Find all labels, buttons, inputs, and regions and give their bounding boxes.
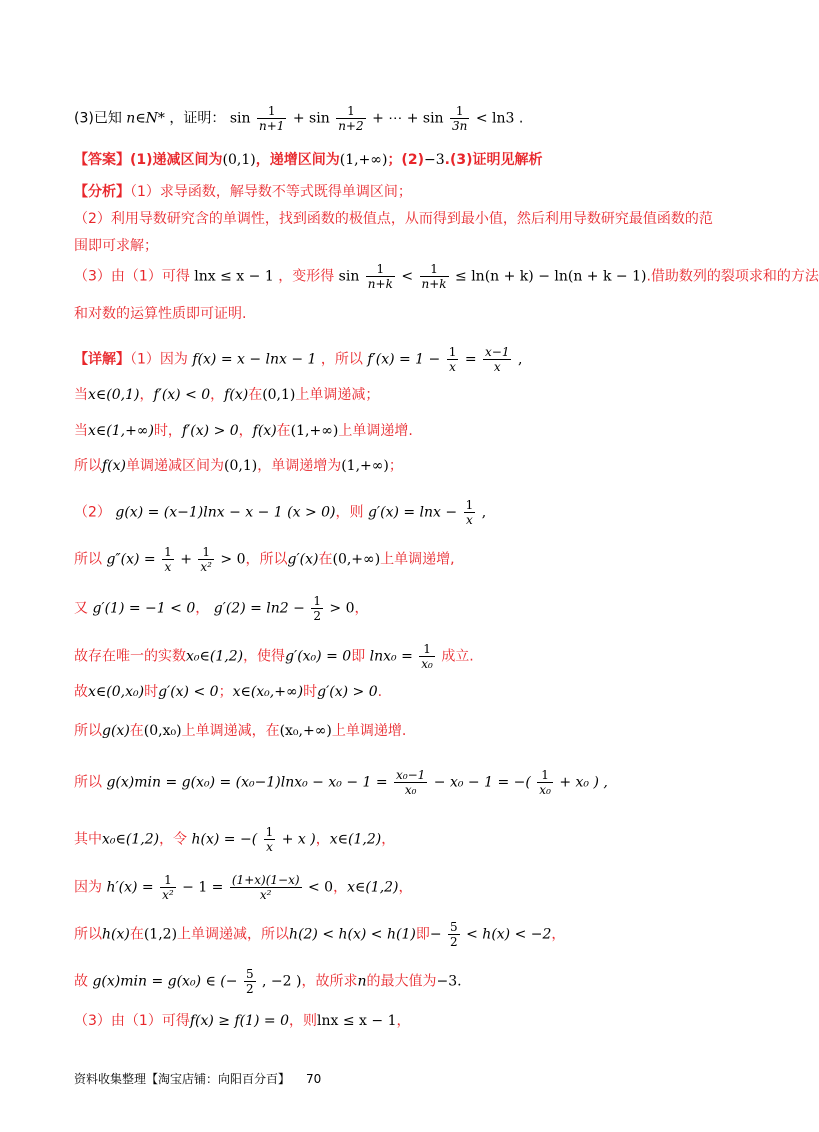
decreasing: 上单调递减； bbox=[295, 387, 380, 403]
analysis-line-1 bbox=[74, 183, 740, 201]
frac-1-x: $\frac{1}{x}$ bbox=[265, 825, 274, 854]
frac-1-nk-2: $\frac{1}{n+k}$ bbox=[421, 262, 447, 291]
detail-line-7 bbox=[74, 594, 740, 623]
fp-neg: f′(x) < 0 bbox=[153, 387, 211, 403]
let: ，令 bbox=[159, 831, 188, 848]
detail-line-15 bbox=[74, 967, 740, 996]
gmin-mid: − x₀ − 1 = −( bbox=[433, 774, 531, 791]
so: ，所以 bbox=[245, 551, 288, 568]
comma: , bbox=[481, 504, 487, 521]
analysis-3-tail: .借助数列的裂项求和的方法 bbox=[646, 268, 819, 285]
x-in-12: x∈(1,2) bbox=[329, 831, 382, 848]
hence: 故 bbox=[74, 973, 88, 990]
interval-1inf: (1,+∞) bbox=[290, 423, 339, 439]
ie: 即 bbox=[415, 926, 430, 943]
h-def-end: + x ) bbox=[281, 831, 316, 848]
sin-nk: sin bbox=[338, 268, 360, 285]
in: 在 bbox=[276, 423, 291, 439]
comma: ， bbox=[210, 387, 225, 403]
then: ，则 bbox=[335, 504, 364, 521]
comma: ， bbox=[238, 423, 253, 439]
gp-pos: g′(x) > 0 bbox=[317, 684, 378, 700]
analysis-tag: 【分析】 bbox=[74, 184, 130, 200]
also: 又 bbox=[74, 600, 88, 617]
comma: ， bbox=[333, 879, 348, 896]
frac-xm1-x: $\frac{x-1}{x}$ bbox=[485, 345, 510, 374]
f-ineq: f(x) ≥ f(1) = 0 bbox=[189, 1013, 290, 1029]
x0-in-12: x₀∈(1,2) bbox=[186, 648, 244, 665]
exists-unique: 故存在唯一的实数 bbox=[74, 648, 186, 665]
frac-1-x: $\frac{1}{x}$ bbox=[164, 545, 172, 574]
x-in-x0inf: x∈(x₀,+∞) bbox=[232, 684, 304, 700]
problem-prefix: (3)已知 bbox=[74, 110, 122, 127]
x-in-1inf: x∈(1,+∞) bbox=[88, 423, 154, 439]
ln3: ln3 bbox=[492, 110, 515, 127]
analysis-1: （1）求导函数，解导数不等式既得单调区间； bbox=[130, 184, 412, 200]
detail-line-13 bbox=[74, 873, 740, 902]
frac-1-x: $\frac{1}{x}$ bbox=[448, 345, 457, 374]
max-value: −3. bbox=[436, 973, 462, 990]
gp: g′(x) bbox=[287, 551, 319, 568]
prove-text: ，证明： bbox=[169, 110, 226, 127]
holds: 成立. bbox=[441, 648, 474, 665]
analysis-3-rhs: ≤ ln(n + k) − ln(n + k − 1) bbox=[455, 268, 647, 285]
dec-interval-label: 单调递减区间为 bbox=[126, 458, 225, 474]
frac-1-x0: $\frac{1}{\text{x₀}}$ bbox=[421, 642, 433, 671]
analysis-2b: 围即可求解； bbox=[74, 238, 158, 254]
plus: + bbox=[292, 110, 305, 127]
page-footer bbox=[74, 1071, 321, 1087]
part-2-label: （2） bbox=[74, 504, 111, 521]
lt-2: < bbox=[401, 268, 414, 285]
inc-interval-label: ，单调递增为 bbox=[257, 458, 342, 474]
interval-1inf: (1,+∞) bbox=[341, 458, 389, 474]
period: . bbox=[518, 110, 524, 127]
then: ，则 bbox=[289, 1013, 318, 1029]
hence: 故 bbox=[74, 684, 88, 700]
detail-line-8 bbox=[74, 642, 740, 671]
hp-lhs: h′(x) = bbox=[106, 879, 154, 896]
gp1: g′(1) = −1 < 0 bbox=[92, 600, 196, 617]
gt-0: > 0 bbox=[329, 600, 355, 617]
when: 当 bbox=[74, 423, 88, 439]
detail-line-4 bbox=[74, 457, 740, 475]
fp-lhs: f′(x) = 1 − bbox=[367, 351, 441, 368]
interval-x0inf: (x₀,+∞) bbox=[279, 723, 332, 739]
detail-line-5 bbox=[74, 498, 740, 527]
in: 在 bbox=[129, 926, 144, 943]
x-in-0x0: x∈(0,x₀) bbox=[88, 684, 145, 700]
so: 所以 bbox=[74, 551, 102, 568]
f-def: f(x) = x − lnx − 1 bbox=[192, 351, 317, 368]
analysis-line-2 bbox=[74, 210, 740, 228]
comma: ， bbox=[551, 926, 566, 943]
in: 在 bbox=[318, 551, 333, 568]
comma: ， bbox=[354, 600, 369, 617]
sin-2: sin bbox=[309, 110, 330, 127]
frac-hnum-x2: $\frac{(1+x)(1-x)}{\text{x²}}$ bbox=[231, 873, 300, 902]
analysis-line-4 bbox=[74, 262, 819, 291]
lt: < bbox=[475, 110, 488, 127]
range-end: , −2 ) bbox=[262, 973, 302, 990]
gmin-range: g(x)min = g(x₀) ∈ (− bbox=[92, 973, 238, 990]
so: 所以 bbox=[74, 774, 102, 791]
interval-0x0: (0,x₀) bbox=[143, 723, 182, 739]
comma: ， bbox=[381, 831, 396, 848]
gt-0: > 0 bbox=[220, 551, 246, 568]
x0-in-12: x₀∈(1,2) bbox=[102, 831, 160, 848]
frac-1-3n: $\frac{1}{3n}$ bbox=[452, 104, 468, 133]
analysis-2a: （2）利用导数研究含的单调性，找到函数的极值点，从而得到最小值，然后利用导数研究最值函数的范 bbox=[74, 211, 713, 227]
detail-line-14 bbox=[74, 920, 740, 949]
detail-line-16 bbox=[74, 1012, 740, 1030]
plus: + bbox=[180, 551, 192, 568]
lnx0: lnx₀ = bbox=[369, 648, 413, 665]
max-value-is: 的最大值为 bbox=[366, 973, 437, 990]
semicolon: ； bbox=[388, 458, 403, 474]
gp2: g′(2) = ln2 − bbox=[213, 600, 305, 617]
h-range: < h(x) < −2 bbox=[466, 926, 552, 943]
h-bounds: h(2) < h(x) < h(1) bbox=[289, 926, 416, 943]
when: 时 bbox=[144, 684, 159, 700]
comma: ， bbox=[315, 831, 330, 848]
eq: = bbox=[464, 351, 477, 368]
when: 时 bbox=[303, 684, 318, 700]
when: 当 bbox=[74, 387, 88, 403]
detail-line-11 bbox=[74, 768, 740, 797]
detail-line-9 bbox=[74, 683, 740, 701]
analysis-3-mid: ，变形得 bbox=[278, 268, 335, 285]
so: 所以 bbox=[74, 926, 102, 943]
page-number: 70 bbox=[306, 1072, 322, 1086]
fx: f(x) bbox=[224, 387, 249, 403]
interval-01: (0,1) bbox=[224, 458, 258, 474]
interval-0inf: (0,+∞) bbox=[332, 551, 381, 568]
increasing: 上单调递增. bbox=[338, 423, 413, 439]
analysis-line-3 bbox=[74, 237, 740, 255]
gp-x0: g′(x₀) = 0 bbox=[285, 648, 352, 665]
answer-tag: 【答案】 bbox=[74, 152, 130, 168]
frac-1-x2: $\frac{1}{\text{x²}}$ bbox=[200, 545, 212, 574]
gmin-expr: g(x)min = g(x₀) = (x₀−1)lnx₀ − x₀ − 1 = bbox=[106, 774, 388, 791]
gp-neg: g′(x) < 0 bbox=[158, 684, 219, 700]
detail-line-3 bbox=[74, 422, 740, 440]
answer-interval-1: (0,1) bbox=[222, 152, 256, 168]
interval-12: (1,2) bbox=[143, 926, 178, 943]
ln-ineq: lnx ≤ x − 1 bbox=[317, 1013, 397, 1029]
because: 因为 bbox=[74, 879, 102, 896]
dots: + ⋯ + bbox=[372, 110, 419, 127]
answer-part2: ，递增区间为 bbox=[255, 152, 340, 168]
comma: ， bbox=[396, 1013, 411, 1029]
analysis-3-inequality: lnx ≤ x − 1 bbox=[194, 268, 274, 285]
detail-line-1 bbox=[74, 345, 740, 374]
period: . bbox=[377, 684, 383, 700]
dec-so: 上单调递减，所以 bbox=[177, 926, 290, 943]
answer-interval-2: (1,+∞) bbox=[339, 152, 388, 168]
footer-source: 资料收集整理【淘宝店铺：向阳百分百】 bbox=[74, 1072, 291, 1086]
in: 在 bbox=[248, 387, 263, 403]
analysis-line-5 bbox=[74, 305, 740, 323]
frac-x0m1-x0: $\frac{\text{x₀−1}}{\text{x₀}}$ bbox=[396, 768, 426, 797]
comma: ， bbox=[139, 387, 154, 403]
detail-line-10 bbox=[74, 722, 740, 740]
ie: 即 bbox=[351, 648, 366, 665]
fp-pos: f′(x) > 0 bbox=[181, 423, 239, 439]
detail-line-12 bbox=[74, 825, 740, 854]
so: 所以 bbox=[74, 458, 102, 474]
part-3-prefix: （3）由（1）可得 bbox=[74, 1013, 190, 1029]
frac-1-n1: $\frac{1}{n+1}$ bbox=[258, 104, 285, 133]
detail-line-2 bbox=[74, 386, 740, 404]
frac-1-x: $\frac{1}{x}$ bbox=[465, 498, 474, 527]
answer-part1: (1)递减区间为 bbox=[130, 152, 223, 168]
answer-part4: .(3)证明见解析 bbox=[444, 152, 543, 168]
minus-1-eq: − 1 = bbox=[182, 879, 224, 896]
increasing: 上单调递增. bbox=[331, 723, 407, 739]
sin-1: sin bbox=[229, 110, 251, 127]
frac-5-2: $\frac{5}{2}$ bbox=[450, 920, 458, 949]
analysis-3b: 和对数的运算性质即可证明. bbox=[74, 306, 247, 322]
detail-1-prefix: （1）因为 bbox=[130, 351, 188, 368]
frac-5-2: $\frac{5}{2}$ bbox=[245, 967, 254, 996]
time: 时， bbox=[153, 423, 182, 439]
frac-1-n2: $\frac{1}{n+2}$ bbox=[338, 104, 364, 133]
answer-value: −3 bbox=[423, 152, 445, 168]
answer-line bbox=[74, 151, 740, 169]
x-in-12: x∈(1,2) bbox=[347, 879, 399, 896]
x-in-01: x∈(0,1) bbox=[88, 387, 140, 403]
minus: − bbox=[429, 926, 442, 943]
detail-tag: 【详解】 bbox=[74, 351, 130, 368]
detail-1-so: ，所以 bbox=[320, 351, 363, 368]
answer-part3: ；(2) bbox=[387, 152, 424, 168]
gpp-lhs: g″(x) = bbox=[106, 551, 156, 568]
frac-1-2: $\frac{1}{2}$ bbox=[313, 594, 321, 623]
detail-line-6 bbox=[74, 545, 740, 574]
so-required: ，故所求 bbox=[301, 973, 358, 990]
frac-1-x2: $\frac{1}{\text{x²}}$ bbox=[162, 873, 174, 902]
lt-0: < 0 bbox=[307, 879, 334, 896]
frac-1-nk: $\frac{1}{n+k}$ bbox=[367, 262, 393, 291]
g-def: g(x) = (x−1)lnx − x − 1 (x > 0) bbox=[115, 504, 336, 521]
condition: n∈N* bbox=[126, 110, 165, 127]
interval-01: (0,1) bbox=[262, 387, 296, 403]
comma: , bbox=[517, 351, 523, 368]
n-var: n bbox=[357, 973, 367, 990]
in: 在 bbox=[129, 723, 144, 739]
hx: h(x) bbox=[102, 926, 130, 943]
fx: f(x) bbox=[102, 458, 127, 474]
gx: g(x) bbox=[102, 723, 130, 739]
frac-1-x0: $\frac{1}{\text{x₀}}$ bbox=[539, 768, 551, 797]
fx: f(x) bbox=[252, 423, 277, 439]
sin-3: sin bbox=[422, 110, 444, 127]
increasing: 上单调递增, bbox=[380, 551, 455, 568]
dec-then: 上单调递减，在 bbox=[181, 723, 280, 739]
analysis-3-prefix: （3）由（1）可得 bbox=[74, 268, 190, 285]
problem-3-statement bbox=[74, 104, 740, 133]
so: 所以 bbox=[74, 723, 102, 739]
comma: ， bbox=[398, 879, 413, 896]
where: 其中 bbox=[74, 831, 102, 848]
semicolon: ； bbox=[218, 684, 233, 700]
comma: ， bbox=[195, 600, 210, 617]
gmin-end: + x₀ ) , bbox=[559, 774, 608, 791]
such-that: ，使得 bbox=[243, 648, 286, 665]
gp-def: g′(x) = lnx − bbox=[367, 504, 458, 521]
h-def: h(x) = −( bbox=[191, 831, 258, 848]
